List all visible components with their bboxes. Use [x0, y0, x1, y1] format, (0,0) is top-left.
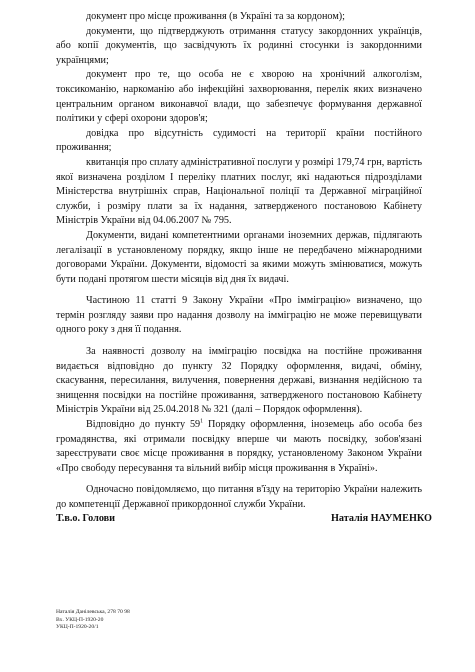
- paragraph-residence-document: документ про місце проживання (в Україні та за кордоном);: [86, 11, 345, 22]
- document-body: [56, 10, 422, 513]
- paragraph-registration-rest: Порядку оформлення, іноземець або особа без громадянства, які отримали посвідку вперше чи мають посвідку, зобов'язані зареєструвати своє місце проживання в порядку, установленому Законом України «Про свободу пересування та вільний вибір місця проживання в Україні».: [56, 419, 422, 474]
- paragraph-health-certificate: документ про те, що особа не є хворою на хронічний алкоголізм, токсикоманію, наркоманію або інфекційні захворювання, перелік яких визначено центральним органом виконавчої влади, що забезпечує формування державної політики у сфері охорони здоров'я;: [56, 69, 422, 125]
- footer-incoming-number: Вх. УКЦ-П-1920-20: [56, 616, 104, 623]
- signature-name: Наталія НАУМЕНКО: [331, 513, 432, 524]
- signature-position: Т.в.о. Голови: [56, 513, 116, 524]
- paragraph-legalization: Документи, видані компетентними органами іноземних держав, підлягають легалізації в установленому порядку, якщо інше не передбачено міжнародними договорами України. Документи, відомості за якими можуть змінюватися, можуть бути подані протягом шести місяців від дня їх видачі.: [56, 229, 422, 285]
- paragraph-registration: [56, 418, 422, 476]
- footer-meta: [56, 609, 130, 632]
- footer-outgoing-number: УКЦ-П-1920-20/1: [56, 624, 99, 631]
- paragraph-review-term: Частиною 11 статті 9 Закону України «Про імміграцію» визначено, що термін розгляду заяви про надання дозволу на імміграцію не може перевищувати одного року з дня її подання.: [56, 295, 422, 336]
- paragraph-no-criminal-record: довідка про відсутність судимості на території країни постійного проживання;: [56, 127, 422, 154]
- footer-executor: Наталія Данілевська, 278 70 98: [56, 609, 130, 615]
- paragraph-registration-lead: Відповідно до пункту 59: [86, 419, 201, 431]
- paragraph-fee-receipt: квитанція про сплату адміністративної послуги у розмірі 179,74 грн, вартість якої визначена розділом I переліку платних послуг, які надаються підрозділами Міністерства внутрішніх справ, Національної поліції та Державної міграційної служби, і розміру плати за їх надання, затвердженого постановою Кабінету Міністрів України від 04.06.2007 № 795.: [56, 156, 422, 227]
- paragraph-permit-issuance: За наявності дозволу на імміграцію посвідка на постійне проживання видається відповідно до пункту 32 Порядку оформлення, видачі, обміну, скасування, пересилання, вилучення, повернення державі, визнання недійсною та знищення посвідки на постійне проживання, затвердженого постановою Кабінету Міністрів України від 25.04.2018 № 321 (далі – Порядок оформлення).: [56, 346, 422, 416]
- paragraph-border-service: Одночасно повідомляємо, що питання в'їзду на територію України належить до компетенції Державної прикордонної служби України.: [56, 484, 422, 510]
- paragraph-registration-superscript: 1: [200, 418, 204, 425]
- paragraph-foreign-ukrainian-status: документи, що підтверджують отримання статусу закордонних українців, або копії документів, що засвідчують їх родинні стосунки із закордонними українцями;: [56, 25, 422, 66]
